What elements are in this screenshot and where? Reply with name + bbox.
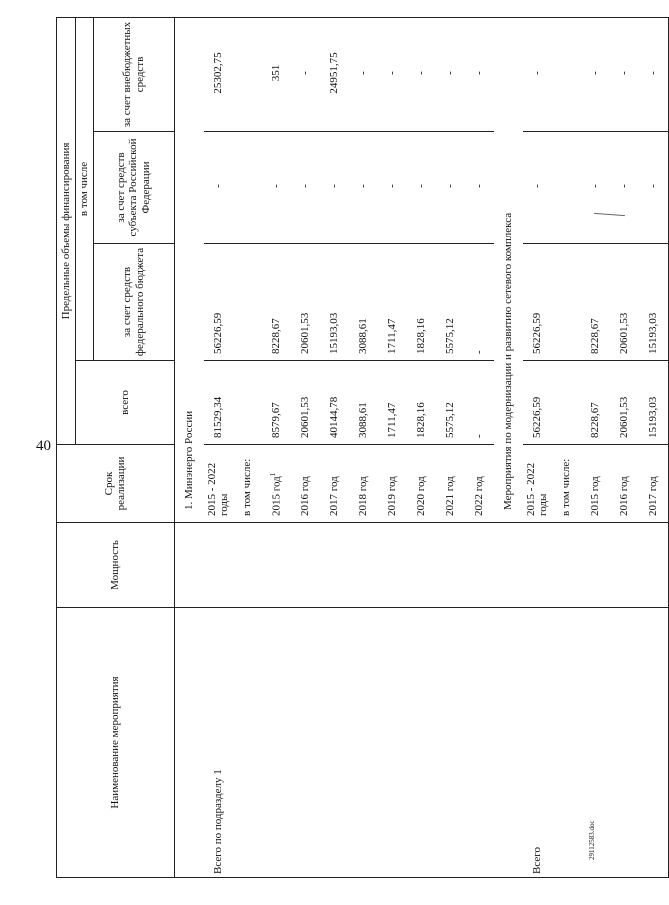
cell-name: [436, 608, 465, 878]
cell-regional: -: [204, 132, 233, 244]
cell-period: [204, 445, 233, 523]
header-regional: за счет средств субъекта Российской Федерации: [93, 132, 174, 244]
period-text: 2015 - 2022 годы: [206, 462, 231, 516]
header-federal: за счет средств федерального бюджета: [93, 244, 174, 361]
cell-federal: [233, 244, 262, 361]
section-title: 1. Минэнерго России: [174, 17, 204, 522]
table-header: [57, 17, 175, 877]
cell-extrabudget: 351: [262, 17, 291, 131]
table-row: [262, 17, 291, 877]
cell-capacity: [320, 523, 349, 608]
table-row: [407, 17, 436, 877]
cell-total: [552, 361, 581, 445]
cell-capacity: [639, 523, 669, 608]
cell-total: 3088,61: [349, 361, 378, 445]
cell-name: [465, 608, 494, 878]
cell-federal: -: [465, 244, 494, 361]
page-number: 40: [36, 438, 51, 454]
financing-table: [56, 17, 669, 878]
cell-capacity: [349, 523, 378, 608]
cell-name: [639, 608, 669, 878]
cell-name: [610, 608, 639, 878]
header-including: в том числе: [76, 17, 94, 360]
cell-total: 8579,67: [262, 361, 291, 445]
period-text: 2021 год: [444, 476, 457, 516]
cell-regional: [552, 132, 581, 244]
period-text: 2016 год: [618, 476, 631, 516]
period-text: 2017 год: [647, 476, 660, 516]
cell-total: 8228,67: [581, 361, 610, 445]
header-limits: Предельные объемы финансирования: [57, 17, 76, 444]
section-title: Мероприятия по модернизации и развитию сетевого комплекса: [494, 17, 523, 522]
cell-extrabudget: [552, 17, 581, 131]
cell-extrabudget: -: [407, 17, 436, 131]
period-text: 2015 год: [270, 476, 283, 516]
cell-period: [581, 445, 610, 523]
cell-capacity: [523, 523, 552, 608]
cell-capacity: [610, 523, 639, 608]
cell-capacity: [552, 523, 581, 608]
cell-federal: 56226,59: [523, 244, 552, 361]
cell-name: [291, 608, 320, 878]
cell-total: 20601,53: [610, 361, 639, 445]
cell-capacity: [262, 523, 291, 608]
cell-regional: -: [436, 132, 465, 244]
period-text: 2018 год: [357, 476, 370, 516]
cell-regional: -: [291, 132, 320, 244]
cell-total: 15193,03: [639, 361, 669, 445]
header-name: Наименование мероприятия: [57, 608, 175, 878]
cell-federal: 56226,59: [204, 244, 233, 361]
cell-regional: -: [610, 132, 639, 244]
table-row: [552, 17, 581, 877]
table-row: [523, 17, 552, 877]
cell-period: [523, 445, 552, 523]
cell-total: 40144,78: [320, 361, 349, 445]
cell-name: Всего: [523, 608, 552, 878]
cell-extrabudget: -: [523, 17, 552, 131]
cell-federal: 15193,03: [639, 244, 669, 361]
cell-period-note: в том числе:: [233, 445, 262, 523]
header-extrabudget: за счет внебюджетных средств: [93, 17, 174, 131]
cell-name: [320, 608, 349, 878]
table-row: [639, 17, 669, 877]
period-text: 2017 год: [328, 476, 341, 516]
cell-capacity: [436, 523, 465, 608]
cell-regional: -: [465, 132, 494, 244]
table-row: [320, 17, 349, 877]
cell-extrabudget: -: [349, 17, 378, 131]
cell-total: 56226,59: [523, 361, 552, 445]
cell-period: [465, 445, 494, 523]
cell-period-note: в том числе:: [552, 445, 581, 523]
period-text: 2015 год: [589, 476, 602, 516]
cell-extrabudget: [233, 17, 262, 131]
table-row: [610, 17, 639, 877]
cell-capacity: [291, 523, 320, 608]
cell-name: Всего по подразделу 1: [204, 608, 233, 878]
cell-capacity: [407, 523, 436, 608]
cell-name: [494, 608, 523, 878]
table-row: [233, 17, 262, 877]
cell-period: [610, 445, 639, 523]
period-text: 2019 год: [386, 476, 399, 516]
period-text: 2016 год: [299, 476, 312, 516]
cell-total: 20601,53: [291, 361, 320, 445]
cell-extrabudget: -: [581, 17, 610, 131]
header-capacity: Мощность: [57, 523, 175, 608]
cell-name: [349, 608, 378, 878]
cell-regional: -: [349, 132, 378, 244]
cell-total: 81529,34: [204, 361, 233, 445]
cell-federal: 8228,67: [581, 244, 610, 361]
cell-name: [378, 608, 407, 878]
cell-extrabudget: -: [610, 17, 639, 131]
cell-federal: 8228,67: [262, 244, 291, 361]
cell-federal: 5575,12: [436, 244, 465, 361]
cell-regional: -: [378, 132, 407, 244]
cell-regional: -: [581, 132, 610, 244]
table-row: [378, 17, 407, 877]
footnote-marker: 1: [268, 472, 277, 477]
cell-period: [378, 445, 407, 523]
period-text: 2015 - 2022 годы: [525, 462, 550, 516]
cell-extrabudget: -: [465, 17, 494, 131]
cell-total: 1828,16: [407, 361, 436, 445]
cell-total: 5575,12: [436, 361, 465, 445]
cell-regional: -: [407, 132, 436, 244]
cell-period: [262, 445, 291, 523]
cell-extrabudget: -: [436, 17, 465, 131]
cell-federal: 1828,16: [407, 244, 436, 361]
table-body: [174, 17, 668, 877]
table-row: [174, 17, 204, 877]
cell-regional: [233, 132, 262, 244]
table-row: [465, 17, 494, 877]
cell-period: [436, 445, 465, 523]
header-total: всего: [76, 361, 175, 445]
cell-name: [262, 608, 291, 878]
cell-name: [233, 608, 262, 878]
cell-period: [349, 445, 378, 523]
cell-extrabudget: -: [378, 17, 407, 131]
cell-name: [407, 608, 436, 878]
period-text: 2022 год: [473, 476, 486, 516]
table-row: [349, 17, 378, 877]
cell-regional: -: [262, 132, 291, 244]
cell-regional: -: [639, 132, 669, 244]
cell-extrabudget: -: [639, 17, 669, 131]
cell-federal: 3088,61: [349, 244, 378, 361]
cell-period: [639, 445, 669, 523]
cell-name: [552, 608, 581, 878]
cell-total: [233, 361, 262, 445]
table-row: [494, 17, 523, 877]
cell-federal: 20601,53: [610, 244, 639, 361]
period-text: 2020 год: [415, 476, 428, 516]
cell-capacity: [378, 523, 407, 608]
cell-federal: 1711,47: [378, 244, 407, 361]
cell-period: [320, 445, 349, 523]
cell-extrabudget: 24951,75: [320, 17, 349, 131]
cell-total: 1711,47: [378, 361, 407, 445]
cell-federal: [552, 244, 581, 361]
cell-name: [581, 608, 610, 878]
table-row: [204, 17, 233, 877]
cell-total: -: [465, 361, 494, 445]
cell-regional: -: [523, 132, 552, 244]
cell-period: [291, 445, 320, 523]
cell-capacity: [233, 523, 262, 608]
footer-filename: 29112583.doc: [588, 820, 596, 860]
cell-extrabudget: -: [291, 17, 320, 131]
cell-regional: -: [320, 132, 349, 244]
cell-extrabudget: 25302,75: [204, 17, 233, 131]
cell-capacity: [465, 523, 494, 608]
table-row: [581, 17, 610, 877]
cell-capacity: [494, 523, 523, 608]
header-period: Срок реализации: [57, 445, 175, 523]
cell-capacity: [174, 523, 204, 608]
cell-federal: 20601,53: [291, 244, 320, 361]
cell-capacity: [204, 523, 233, 608]
table-row: [436, 17, 465, 877]
cell-period: [407, 445, 436, 523]
table-row: [291, 17, 320, 877]
cell-capacity: [581, 523, 610, 608]
cell-federal: 15193,03: [320, 244, 349, 361]
cell-name: [174, 608, 204, 878]
